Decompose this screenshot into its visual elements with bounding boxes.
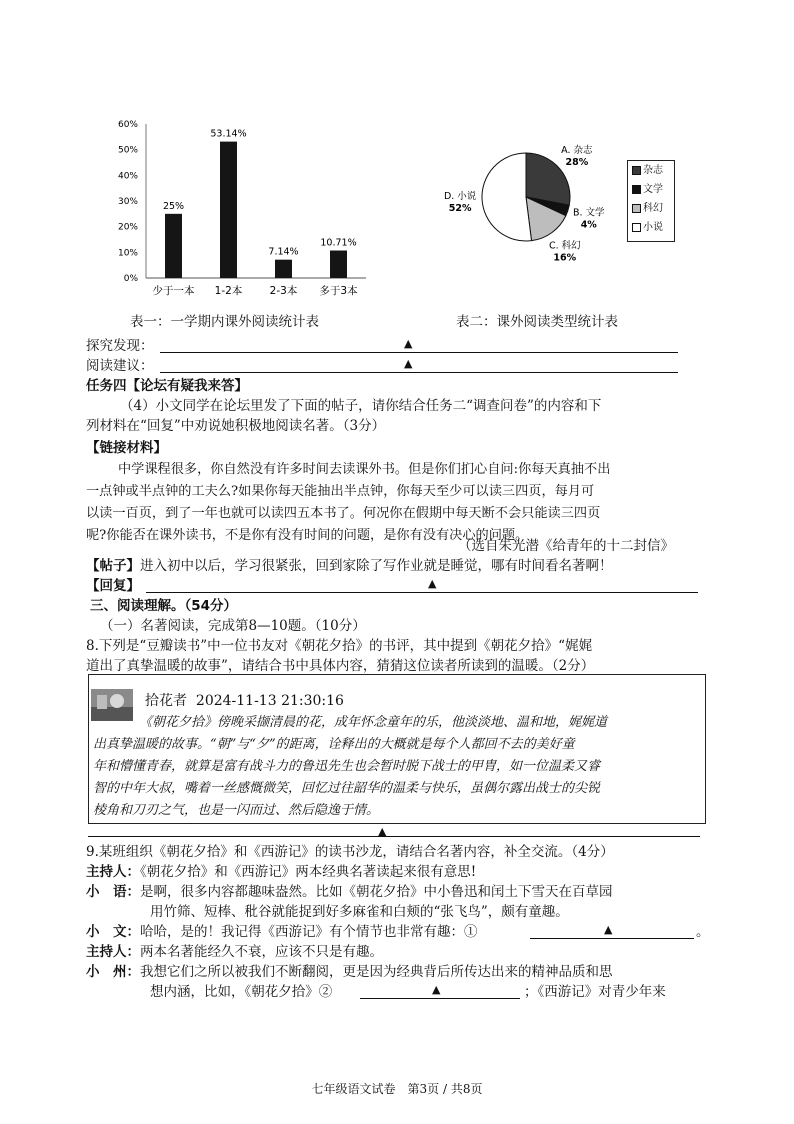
review-author: 拾花者 2024-11-13 21:30:16 bbox=[145, 693, 344, 709]
q9-title: 9.某班组织《朝花夕拾》和《西游记》的读书沙龙，请结合名著内容，补全交流。（4分） bbox=[86, 844, 614, 860]
slice-label: D. 小说 bbox=[443, 191, 477, 203]
page-footer: 七年级语文试卷 第3页 / 共8页 bbox=[311, 1082, 483, 1096]
legend-swatch bbox=[632, 185, 641, 194]
x-tick-label: 少于一本 bbox=[152, 285, 195, 297]
y-tick-label: 60% bbox=[117, 120, 138, 130]
post-label: 【帖子】 bbox=[86, 558, 140, 574]
reply-answer-line[interactable] bbox=[146, 592, 698, 593]
avatar bbox=[91, 689, 133, 721]
x-tick-label: 多于3本 bbox=[319, 285, 358, 297]
subsection1-title: （一）名著阅读，完成第8—10题。（10分） bbox=[100, 618, 366, 634]
bar bbox=[330, 251, 347, 278]
section3-title: 三、阅读理解。（54分） bbox=[90, 598, 238, 614]
x-tick-label: 2-3本 bbox=[269, 285, 298, 297]
legend-swatch bbox=[632, 223, 641, 232]
material-line: 中学课程很多，你自然没有许多时间去读课外书。但是你们扪心自问:你每天真抽不出 bbox=[118, 462, 611, 477]
y-tick-label: 50% bbox=[117, 145, 138, 156]
y-tick-label: 0% bbox=[123, 274, 138, 284]
speaker-label: 小 文： bbox=[86, 924, 140, 940]
bar-chart-title: 表一：一学期内课外阅读统计表 bbox=[130, 314, 319, 330]
bar-chart bbox=[110, 112, 380, 312]
review-line: 年和懵懂青春，就算是富有战斗力的鲁迅先生也会暂时脱下战士的甲胄，如一位温柔又睿 bbox=[93, 759, 601, 774]
x-tick-label: 1-2本 bbox=[214, 285, 243, 297]
post bbox=[86, 556, 613, 576]
answer-marker: ▲ bbox=[432, 983, 441, 996]
speech-text: ；《西游记》对青少年来 bbox=[524, 984, 666, 1000]
review-card bbox=[88, 674, 706, 824]
review-line: 出真挚温暖的故事。“朝”与“夕”的距离，诠释出的大概就是每个人都回不去的美好童 bbox=[93, 737, 575, 752]
advice-answer-line[interactable] bbox=[160, 372, 678, 373]
data-label: 53.14% bbox=[210, 128, 247, 140]
slice-label: C. 科幻 bbox=[548, 240, 581, 252]
q8-text: 道出了真挚温暖的故事”，请结合书中具体内容，猜猜这位读者所读到的温暖。（2分） bbox=[86, 658, 595, 674]
answer-1-line[interactable] bbox=[530, 938, 694, 939]
bar bbox=[275, 260, 292, 278]
data-label: 10.71% bbox=[320, 237, 357, 249]
dialogue-host-2 bbox=[86, 942, 383, 962]
link-material-label: 【链接材料】 bbox=[86, 440, 167, 456]
slice-value: 4% bbox=[580, 219, 597, 231]
pie-legend bbox=[627, 160, 675, 242]
slice-value: 16% bbox=[553, 252, 577, 264]
slice-value: 52% bbox=[448, 203, 472, 215]
pie-slice bbox=[526, 153, 570, 205]
y-tick-label: 40% bbox=[117, 171, 138, 182]
answer-marker: ▲ bbox=[604, 923, 613, 936]
speech-end: 。 bbox=[696, 924, 710, 940]
finding-label: 探究发现： bbox=[86, 338, 154, 354]
dialogue-xiaoyu bbox=[86, 882, 613, 902]
post-text: 进入初中以后，学习很紧张，回到家除了写作业就是睡觉，哪有时间看名著啊！ bbox=[140, 558, 613, 574]
legend-swatch bbox=[632, 204, 641, 213]
material-source: （选自朱光潜《给青年的十二封信》 bbox=[458, 538, 674, 554]
material-line: 一点钟或半点钟的工夫么?如果你每天能抽出半点钟，你每天至少可以读三四页，每月可 bbox=[86, 484, 595, 499]
answer-marker: ▲ bbox=[404, 357, 413, 370]
legend-item-magazine: 杂志 bbox=[632, 164, 663, 178]
bar bbox=[220, 142, 237, 278]
dialogue-xiaowen bbox=[86, 922, 478, 942]
speaker-label: 小 州： bbox=[86, 964, 140, 980]
material-line: 呢?你能否在课外读书，不是你有没有时间的问题，是你有没有决心的问题。 bbox=[86, 528, 529, 543]
review-line: 智的中年大叔，嘴着一丝感慨微笑，回忆过往韶华的温柔与快乐，虽偶尔露出战士的尖锐 bbox=[93, 781, 601, 796]
legend-swatch bbox=[632, 166, 641, 175]
reply-label: 【回复】 bbox=[86, 578, 140, 594]
speaker-label: 小 语： bbox=[86, 884, 140, 900]
answer-marker: ▲ bbox=[428, 577, 437, 590]
slice-label: B. 文学 bbox=[572, 207, 605, 219]
speech-text: 用竹筛、短棒、秕谷就能捉到好多麻雀和白颊的“张飞鸟”，颇有童趣。 bbox=[150, 904, 569, 920]
bar bbox=[165, 214, 182, 278]
speech-text: 想内涵，比如，《朝花夕拾》② bbox=[150, 984, 333, 1000]
speech-text: 《朝花夕拾》和《西游记》两本经典名著读起来很有意思! bbox=[140, 864, 477, 880]
legend-item-novel: 小说 bbox=[632, 221, 663, 235]
q8-text: 8.下列是“豆瓣读书”中一位书友对《朝花夕拾》的书评，其中提到《朝花夕拾》“娓娓 bbox=[86, 638, 593, 654]
answer-marker: ▲ bbox=[378, 825, 387, 838]
speaker-label: 主持人： bbox=[86, 944, 140, 960]
y-tick-label: 10% bbox=[117, 248, 138, 259]
speech-text: 两本名著能经久不衰，应该不只是有趣。 bbox=[140, 944, 383, 960]
slice-value: 28% bbox=[565, 156, 589, 168]
speech-text: 是啊，很多内容都趣味盎然。比如《朝花夕拾》中小鲁迅和闰土下雪天在百草园 bbox=[140, 884, 613, 900]
y-tick-label: 30% bbox=[117, 197, 138, 207]
pie-chart bbox=[420, 112, 630, 282]
review-line: 棱角和刀刃之气，也是一闪而过、然后隐逸于情。 bbox=[93, 803, 380, 818]
finding-answer-line[interactable] bbox=[160, 352, 678, 353]
speech-text: 哈哈，是的！我记得《西游记》有个情节也非常有趣：① bbox=[140, 924, 478, 940]
q4-text: （4）小文同学在论坛里发了下面的帖子，请你结合任务二“调查问卷”的内容和下 bbox=[120, 398, 602, 414]
data-label: 25% bbox=[162, 200, 185, 212]
data-label: 7.14% bbox=[268, 246, 299, 258]
dialogue-host-1 bbox=[86, 862, 476, 882]
q8-answer-line[interactable] bbox=[88, 836, 700, 837]
advice-label: 阅读建议： bbox=[86, 358, 154, 374]
pie-chart-title: 表二：课外阅读类型统计表 bbox=[456, 314, 618, 330]
answer-2-line[interactable] bbox=[360, 998, 520, 999]
speaker-label: 主持人： bbox=[86, 864, 140, 880]
answer-marker: ▲ bbox=[404, 337, 413, 350]
speech-text: 我想它们之所以被我们不断翻阅，更是因为经典背后所传达出来的精神品质和思 bbox=[140, 964, 613, 980]
pie-slice bbox=[482, 153, 532, 241]
legend-item-literature: 文学 bbox=[632, 183, 663, 197]
dialogue-xiaozhou bbox=[86, 962, 613, 982]
review-line: 《朝花夕拾》傍晚采撷清晨的花，成年怀念童年的乐，他淡淡地、温和地，娓娓道 bbox=[139, 715, 608, 730]
review-datetime: 2024-11-13 21:30:16 bbox=[195, 693, 344, 709]
legend-item-scifi: 科幻 bbox=[632, 202, 663, 216]
slice-label: A. 杂志 bbox=[561, 144, 593, 156]
y-tick-label: 20% bbox=[117, 222, 138, 233]
q4-text: 列材料在“回复”中劝说她积极地阅读名著。（3分） bbox=[86, 418, 386, 434]
task4-title: 任务四【论坛有疑我来答】 bbox=[86, 378, 248, 394]
material-line: 以读一百页，到了一年也就可以读四五本书了。何况你在假期中每天断不会只能读三四页 bbox=[86, 506, 601, 521]
